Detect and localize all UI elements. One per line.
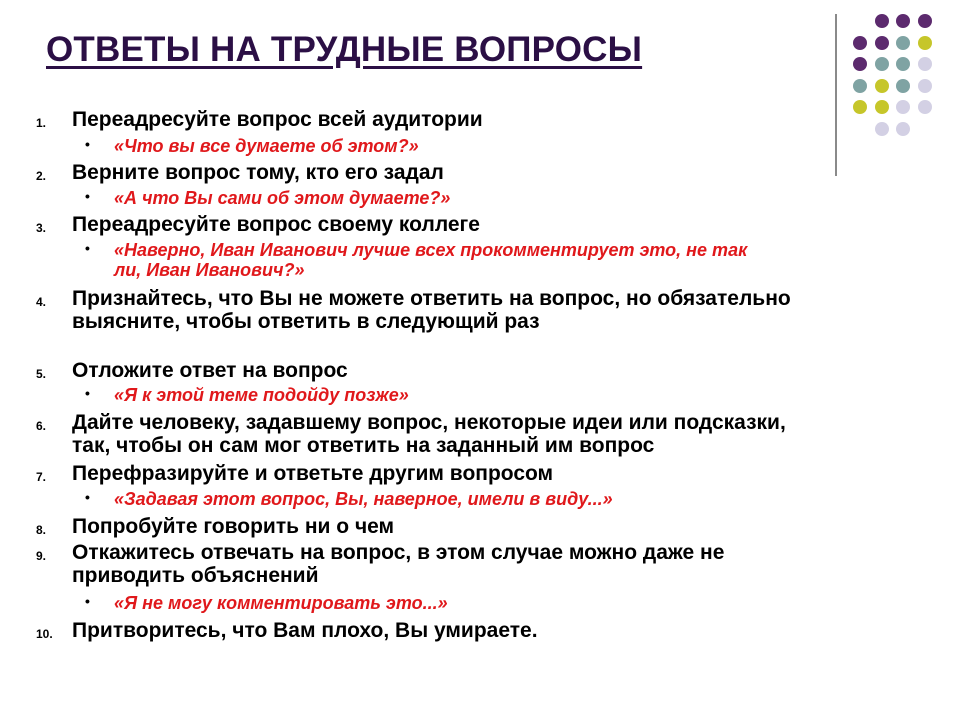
item-text: Отложите ответ на вопрос <box>72 359 348 382</box>
item-number: 5. <box>36 367 47 381</box>
decorative-divider-line <box>835 14 837 176</box>
decorative-dot <box>875 79 889 93</box>
decorative-dot <box>896 14 910 28</box>
decorative-dot <box>875 36 889 50</box>
item-text: Откажитесь отвечать на вопрос, в этом случае можно даже не <box>72 541 725 564</box>
quote-text: ли, Иван Иванович?» <box>114 260 305 280</box>
item-text: Притворитесь, что Вам плохо, Вы умираете. <box>72 619 538 642</box>
decorative-dot <box>853 100 867 114</box>
item-number: 10. <box>36 627 53 641</box>
item-text: приводить объяснений <box>72 564 319 587</box>
decorative-dot <box>896 122 910 136</box>
decorative-dot <box>875 100 889 114</box>
bullet-icon: • <box>85 240 90 256</box>
item-text: выясните, чтобы ответить в следующий раз <box>72 310 540 333</box>
bullet-icon: • <box>85 136 90 152</box>
item-number: 9. <box>36 549 47 563</box>
decorative-dot <box>853 79 867 93</box>
quote-text: «А что Вы сами об этом думаете?» <box>114 188 451 208</box>
bullet-icon: • <box>85 188 90 204</box>
item-text: так, чтобы он сам мог ответить на заданный им вопрос <box>72 434 655 457</box>
decorative-dot <box>918 14 932 28</box>
item-text: Попробуйте говорить ни о чем <box>72 515 395 538</box>
quote-text: «Что вы все думаете об этом?» <box>114 136 419 156</box>
quote-text: «Задавая этот вопрос, Вы, наверное, имели в виду...» <box>114 489 613 509</box>
quote-text: «Наверно, Иван Иванович лучше всех прокомментирует это, не так <box>114 240 748 260</box>
decorative-dot <box>875 122 889 136</box>
decorative-dot <box>853 57 867 71</box>
decorative-dot <box>875 57 889 71</box>
item-number: 8. <box>36 523 47 537</box>
item-text: Переадресуйте вопрос всей аудитории <box>72 108 483 131</box>
decorative-dot <box>918 100 932 114</box>
item-number: 2. <box>36 169 47 183</box>
item-text: Признайтесь, что Вы не можете ответить на вопрос, но обязательно <box>72 287 791 310</box>
decorative-dot <box>896 36 910 50</box>
decorative-dot <box>896 100 910 114</box>
item-number: 7. <box>36 470 47 484</box>
decorative-dot <box>853 36 867 50</box>
item-number: 6. <box>36 419 47 433</box>
decorative-dot <box>875 14 889 28</box>
decorative-dot <box>918 36 932 50</box>
decorative-dot <box>918 79 932 93</box>
decorative-dot <box>896 79 910 93</box>
item-number: 4. <box>36 295 47 309</box>
quote-text: «Я не могу комментировать это...» <box>114 593 448 613</box>
item-text: Перефразируйте и ответьте другим вопросом <box>72 462 554 485</box>
bullet-icon: • <box>85 489 90 505</box>
item-text: Переадресуйте вопрос своему коллеге <box>72 213 480 236</box>
item-number: 1. <box>36 116 47 130</box>
decorative-dot <box>918 57 932 71</box>
bullet-icon: • <box>85 385 90 401</box>
bullet-icon: • <box>85 593 90 609</box>
slide-title: ОТВЕТЫ НА ТРУДНЫЕ ВОПРОСЫ <box>46 30 643 69</box>
item-text: Верните вопрос тому, кто его задал <box>72 161 444 184</box>
decorative-dot <box>896 57 910 71</box>
quote-text: «Я к этой теме подойду позже» <box>114 385 409 405</box>
item-number: 3. <box>36 221 47 235</box>
item-text: Дайте человеку, задавшему вопрос, некоторые идеи или подсказки, <box>72 411 786 434</box>
